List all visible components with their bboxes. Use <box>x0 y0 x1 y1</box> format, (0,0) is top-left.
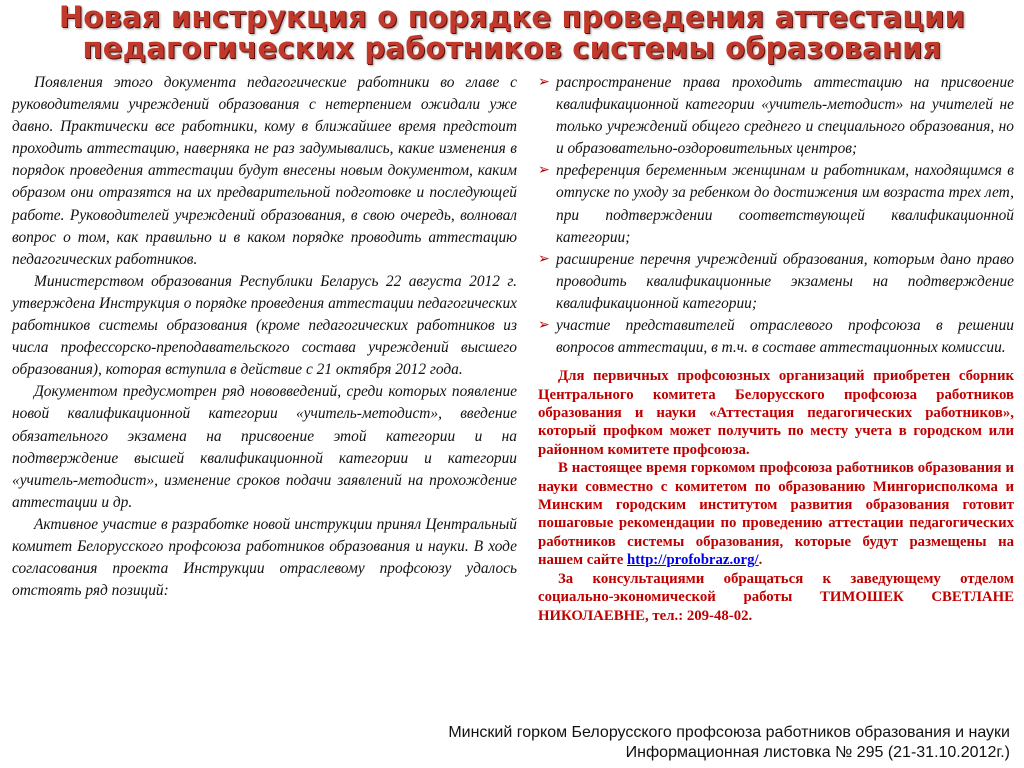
list-item <box>538 315 1014 359</box>
title-line-1: Новая инструкция о порядке проведения аттестации <box>58 0 966 34</box>
left-paragraph-2: Министерством образования Республики Беларусь 22 августа 2012 г. утверждена Инструкция о порядке проведения аттестации педагогических работников системы образования (кроме педагогических работников из числа профессорско-преподавательского состава учреждений высшего образования), которая вступила в действие с 21 октября 2012 года. <box>12 272 517 379</box>
list-item <box>538 72 1014 160</box>
notice-block <box>538 367 1014 625</box>
site-link[interactable]: http://profobraz.org/ <box>626 552 759 569</box>
arrow-bullet-icon: ➢ <box>538 251 550 267</box>
bullet-text: преференция беременным женщинам и работникам, находящимся в отпуске по уходу за ребенком до достижения им возраста трех лет, при подтверждении соответствующей квалификационной категории; <box>556 162 1014 246</box>
page-title <box>0 2 1024 64</box>
left-paragraph-3: Документом предусмотрен ряд нововведений, среди которых появление новой квалификационной категории «учитель-методист», введение обязательного экзамена на присвоение этой категории и на подтверждение высшей квалификационной категории и категории «учитель-методист», изменение сроков подачи заявлений на прохождение аттестации и др. <box>12 383 517 511</box>
footer <box>448 723 1010 763</box>
notice-paragraph-1: Для первичных профсоюзных организаций приобретен сборник Центрального комитета Белорусского профсоюза работников образования и науки «Аттестация педагогических работников», который профком может получить по месту учета в городском или районном комитете профсоюза. <box>538 368 1014 458</box>
list-item <box>538 249 1014 315</box>
title-line-2: педагогических работников системы образования <box>82 31 942 65</box>
notice-paragraph-2-end: . <box>758 552 763 569</box>
notice-paragraph-2-text: В настоящее время горкомом профсоюза работников образования и науки совместно с комитетом по образованию Мингорисполкома и Минским городским институтом развития образования готовит пошаговые рекомендации по проведению аттестации педагогических работников системы образования, которые будут размещены на нашем сайте <box>538 460 1014 569</box>
arrow-bullet-icon: ➢ <box>538 163 550 179</box>
left-column <box>12 72 517 602</box>
bullet-text: участие представителей отраслевого профсоюза в решении вопросов аттестации, в т.ч. в составе аттестационных комиссии. <box>556 317 1014 357</box>
bullet-text: распространение права проходить аттестацию на присвоение квалификационной категории «учитель-методист» на учителей не только учреждений общего среднего и специального образования, но и образовательно-оздоровительных центров; <box>556 74 1014 158</box>
list-item <box>538 160 1014 248</box>
notice-paragraph-2 <box>538 459 1014 569</box>
footer-organization: Минский горком Белорусского профсоюза работников образования и науки <box>448 724 1010 741</box>
arrow-bullet-icon: ➢ <box>538 75 550 90</box>
right-column <box>538 72 1014 625</box>
left-paragraph-4: Активное участие в разработке новой инструкции принял Центральный комитет Белорусского профсоюза работников образования и науки. В ходе согласования проекта Инструкции отраслевому профсоюзу удалось отстоять ряд позиций: <box>12 515 517 600</box>
left-paragraph-1: Появления этого документа педагогические работники во главе с руководителями учреждений образования с нетерпением ожидали уже давно. Практически все работники, кому в ближайшее время предстоит проходить аттестацию, наверняка не раз задумывались, какие изменения в порядок проведения аттестации будут внесены новым документом, каким образом они отразятся на их предварительной подготовке и последующей работе. Руководителей учреждений образования, в свою очередь, волновал вопрос о том, как правильно и в каком порядке проводить аттестацию педагогических работников. <box>12 74 517 268</box>
bullet-text: расширение перечня учреждений образования, которым дано право проводить квалификационные экзамены на подтверждение квалификационной категории; <box>556 250 1014 312</box>
notice-paragraph-3: За консультациями обращаться к заведующему отделом социально-экономической работы ТИМОШЕК СВЕТЛАНЕ НИКОЛАЕВНЕ, тел.: 209-48-02. <box>538 570 1014 624</box>
arrow-bullet-icon: ➢ <box>538 318 550 334</box>
bullet-list <box>538 72 1014 359</box>
footer-issue-info: Информационная листовка № 295 (21-31.10.2012г.) <box>625 744 1010 761</box>
